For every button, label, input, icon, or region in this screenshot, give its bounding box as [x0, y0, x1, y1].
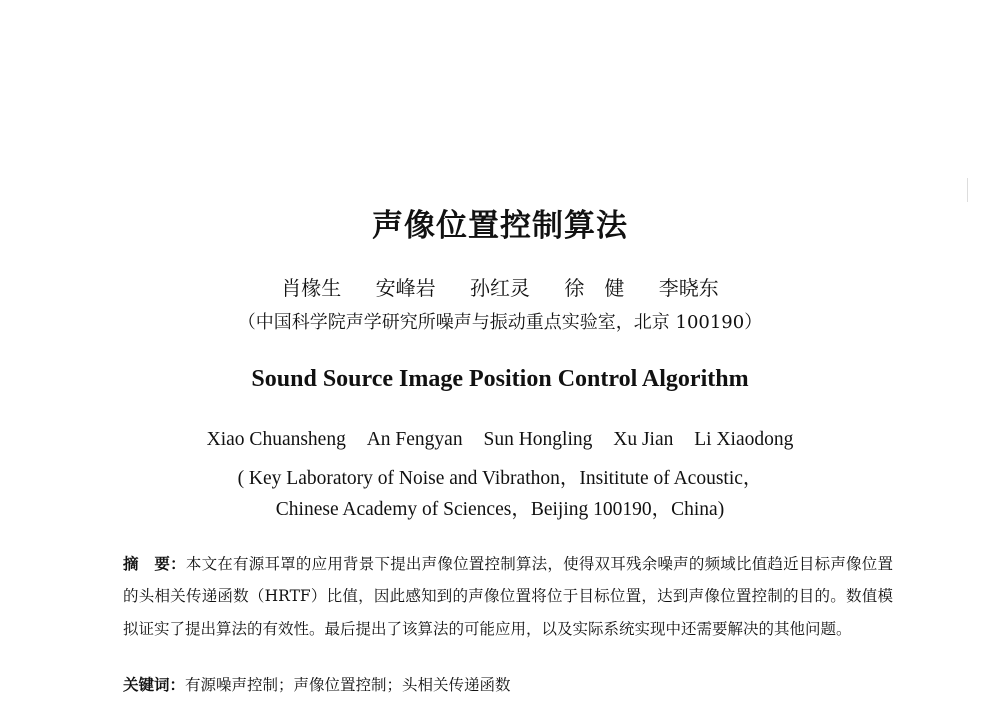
abstract-label: 摘 要：: [123, 555, 186, 573]
abstract-text: 本文在有源耳罩的应用背景下提出声像位置控制算法，使得双耳残余噪声的频域比值趋近目标声像位置的头相关传递函数（HRTF）比值，因此感知到的声像位置将位于目标位置，达到声像位置控制的目的。数值模拟证实了提出算法的有效性。最后提出了该算法的可能应用，以及实际系统实现中还需要解决的其他问题。: [123, 555, 893, 638]
author-cn: 徐 健: [564, 276, 625, 300]
author-cn: 安峰岩: [375, 276, 436, 300]
chinese-authors: [0, 272, 1000, 301]
keywords-label: 关键词：: [123, 676, 186, 694]
author-cn: 肖椽生: [281, 276, 342, 300]
author-en: Li Xiaodong: [694, 429, 794, 450]
author-en: Sun Hongling: [483, 429, 593, 450]
english-title: Sound Source Image Position Control Algorithm: [251, 366, 749, 392]
abstract: [123, 548, 893, 645]
chinese-affiliation: （中国科学院声学研究所噪声与振动重点实验室，北京 100190）: [237, 312, 763, 333]
scan-edge-mark: [967, 178, 968, 202]
chinese-title: 声像位置控制算法: [372, 208, 628, 244]
author-cn: 李晓东: [658, 276, 719, 300]
keywords-text: 有源噪声控制；声像位置控制；头相关传递函数: [185, 676, 511, 694]
author-cn: 孙红灵: [470, 276, 530, 300]
keywords: [123, 673, 893, 695]
english-authors: [0, 429, 1000, 451]
author-en: An Fengyan: [366, 429, 463, 450]
author-en: Xiao Chuansheng: [206, 429, 346, 450]
english-affiliation-line1: ( Key Laboratory of Noise and Vibrathon，Insititute of Acoustic，: [237, 468, 763, 489]
english-affiliation-line2: Chinese Academy of Sciences，Beijing 100190，China): [275, 499, 725, 520]
author-en: Xu Jian: [613, 429, 674, 450]
